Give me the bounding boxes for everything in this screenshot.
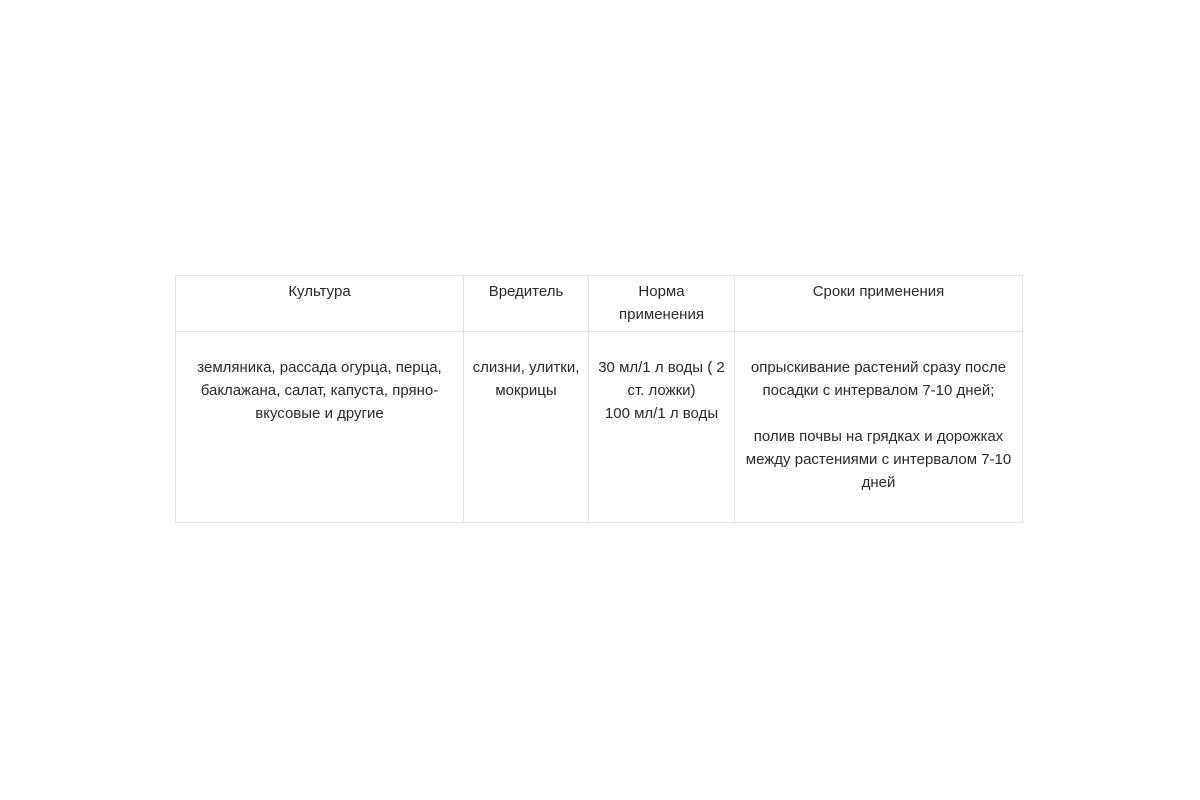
application-table	[175, 275, 1023, 523]
header-timing: Сроки применения	[735, 276, 1023, 332]
table-row	[176, 332, 1023, 523]
header-pest: Вредитель	[464, 276, 589, 332]
header-row	[176, 276, 1023, 332]
timing-paragraph: полив почвы на грядках и дорожках между растениями с интервалом 7-10 дней	[745, 428, 1012, 491]
cell-timing	[735, 332, 1023, 523]
cell-crop: земляника, рассада огурца, перца, баклажана, салат, капуста, пряно-вкусовые и другие	[176, 332, 464, 523]
rate-line: 100 мл/1 л воды	[604, 405, 719, 422]
application-table-container	[175, 275, 1022, 523]
header-rate: Норма применения	[589, 276, 735, 332]
cell-rate	[589, 332, 735, 523]
timing-paragraph: опрыскивание растений сразу после посадки с интервалом 7-10 дней;	[750, 359, 1007, 399]
rate-line: 30 мл/1 л воды ( 2 ст. ложки)	[598, 359, 725, 399]
table-header	[176, 276, 1023, 332]
header-crop: Культура	[176, 276, 464, 332]
cell-pest: слизни, улитки, мокрицы	[464, 332, 589, 523]
table-body	[176, 332, 1023, 523]
